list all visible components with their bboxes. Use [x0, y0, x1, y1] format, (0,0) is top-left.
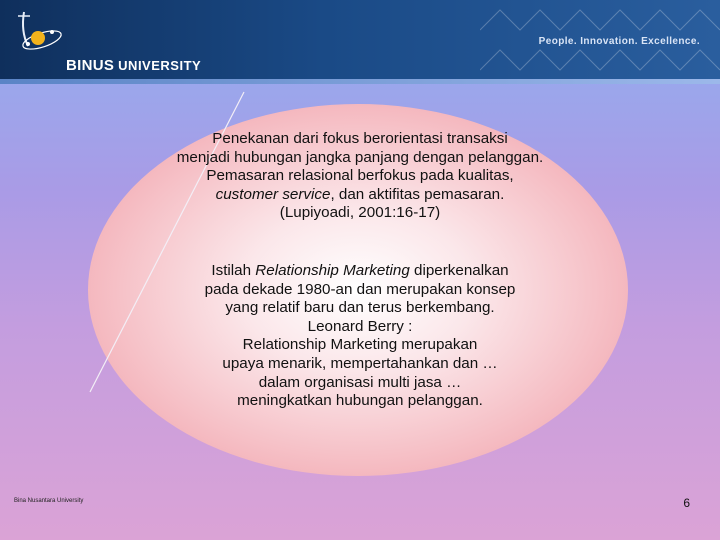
definition-block-1 — [128, 130, 592, 223]
text-line — [128, 262, 592, 281]
definition-block-2 — [128, 262, 592, 411]
text-line — [128, 318, 592, 337]
tagline: People. Innovation. Excellence. — [538, 36, 700, 47]
text-run: Relationship Marketing merupakan — [242, 336, 478, 354]
text-line — [128, 336, 592, 355]
text-run: pada dekade 1980-an dan merupakan konsep — [204, 280, 516, 298]
text-line — [128, 374, 592, 393]
text-run: , dan aktifitas pemasaran. — [330, 185, 505, 203]
text-line — [128, 204, 592, 223]
text-line — [128, 281, 592, 300]
text-line — [128, 186, 592, 205]
text-line — [128, 299, 592, 318]
text-line — [128, 130, 592, 149]
text-run: Istilah — [211, 262, 256, 279]
text-line — [128, 167, 592, 186]
text-run: (Lupiyoadi, 2001:16-17) — [279, 204, 441, 222]
text-run: Penekanan dari fokus berorientasi transaksi — [212, 130, 508, 147]
text-run: Leonard Berry : — [307, 317, 413, 335]
footer-university: Bina Nusantara University — [14, 498, 84, 504]
italic-text: Relationship Marketing — [255, 262, 410, 279]
text-run: Pemasaran relasional berfokus pada kualitas, — [206, 167, 514, 185]
text-run: dalam organisasi multi jasa … — [258, 373, 462, 391]
text-run: yang relatif baru dan terus berkembang. — [225, 299, 495, 317]
italic-text: customer service — [215, 185, 331, 203]
text-line — [128, 355, 592, 374]
text-line — [128, 149, 592, 168]
text-run: meningkatkan hubungan pelanggan. — [237, 392, 483, 410]
text-run: upaya menarik, mempertahankan dan … — [222, 354, 498, 372]
text-run: menjadi hubungan jangka panjang dengan pelanggan. — [176, 148, 544, 166]
logo-word: BINUS — [66, 57, 115, 74]
page-number: 6 — [683, 496, 690, 510]
text-run: diperkenalkan — [409, 262, 509, 279]
logo-sub: UNIVERSITY — [118, 58, 202, 73]
text-line — [128, 392, 592, 411]
